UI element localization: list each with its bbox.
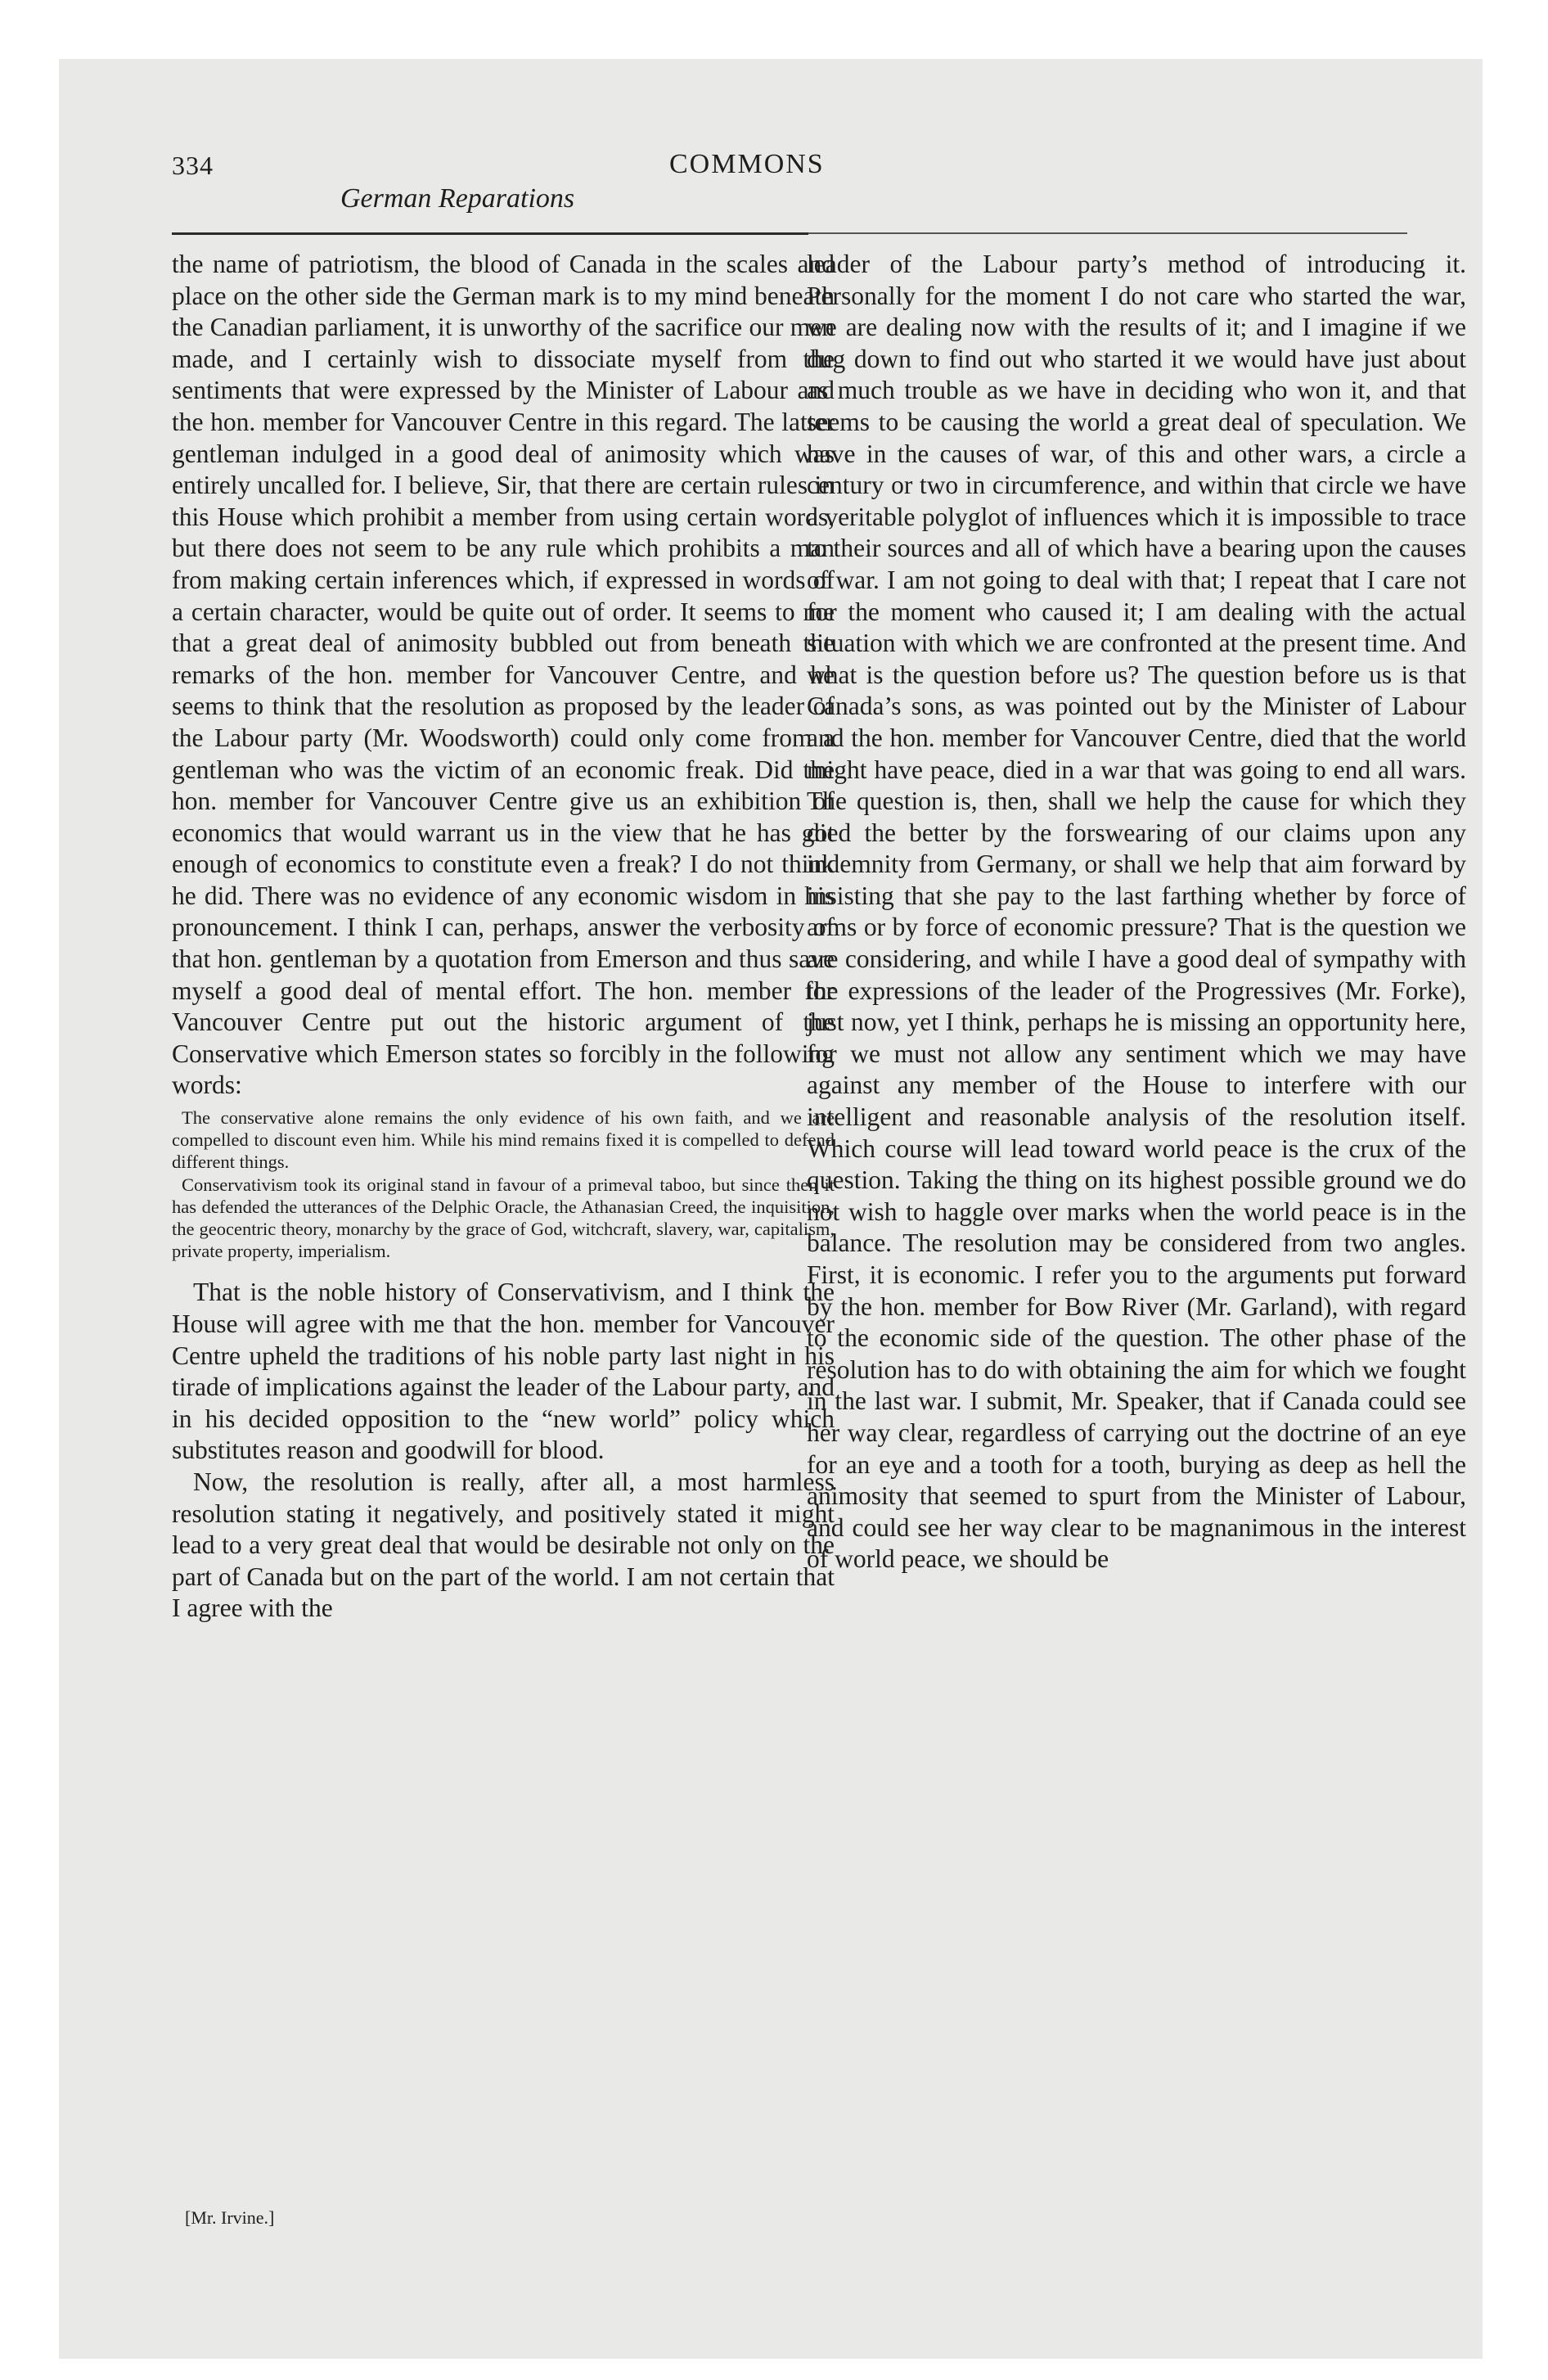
- page-header: [59, 59, 1483, 239]
- left-column: [172, 249, 835, 1625]
- right-paragraph-1: leader of the Labour party’s method of introducing it. Personally for the moment I do not care who started the war, we are dealing now with the results of it; and I imagine if we dug down to find out who started it we would have just about as much trouble as we have in deciding who won it, and that seems to be causing the world a great deal of speculation. We have in the causes of war, of this and other wars, a circle a century or two in circumference, and within that circle we have a veritable polyglot of influences which it is impossible to trace to their sources and all of which have a bearing upon the causes of war. I am not going to deal with that; I repeat that I care not for the moment who caused it; I am dealing with the actual situation with which we are confronted at the present time. And what is the question before us? The question before us is that Canada’s sons, as was pointed out by the Minister of Labour and the hon. member for Vancouver Centre, died that the world might have peace, died in a war that was going to end all wars. The question is, then, shall we help the cause for which they died the better by the forswearing of our claims upon any indemnity from Germany, or shall we help that aim forward by insisting that she pay to the last farthing whether by force of arms or by force of economic pressure? That is the question we are considering, and while I have a good deal of sympathy with the expressions of the leader of the Progressives (Mr. Forke), just now, yet I think, perhaps he is missing an opportunity here, for we must not allow any sentiment which we may have against any member of the House to interfere with our intelligent and reasonable analysis of the resolution itself. Which course will lead toward world peace is the crux of the question. Taking the thing on its highest possible ground we do not wish to haggle over marks when the world peace is in the balance. The resolution may be considered from two angles. First, it is economic. I refer you to the arguments put forward by the hon. member for Bow River (Mr. Garland), with regard to the economic side of the question. The other phase of the resolution has to do with obtaining the aim for which we fought in the last war. I submit, Mr. Speaker, that if Canada could see her way clear, regardless of carrying out the doctrine of an eye for an eye and a tooth for a tooth, burying as deep as hell the animosity that seemed to spurt from the Minister of Labour, and could see her way clear to be magnanimous in the interest of world peace, we should be: [807, 250, 1466, 1574]
- left-paragraph-1: the name of patriotism, the blood of Canada in the scales and place on the other side the German mark is to my mind beneath the Canadian parliament, it is unworthy of the sacrifice our men made, and I certainly wish to dissociate myself from the sentiments that were expressed by the Minister of Labour and the hon. member for Vancouver Centre in this regard. The latter gentleman indulged in a good deal of animosity which was entirely uncalled for. I believe, Sir, that there are certain rules in this House which prohibit a member from using certain words, but there does not seem to be any rule which prohibits a man from making certain inferences which, if expressed in words of a certain character, would be quite out of order. It seems to me that a great deal of animosity bubbled out from beneath the remarks of the hon. member for Vancouver Centre, and he seems to think that the resolution as proposed by the leader of the Labour party (Mr. Woodsworth) could only come from a gentleman who was the victim of an economic freak. Did the hon. member for Vancouver Centre give us an exhibition of economics that would warrant us in the view that he has got enough of economics to constitute even a freak? I do not think he did. There was no evidence of any economic wisdom in his pronouncement. I think I can, perhaps, answer the verbosity of that hon. gentleman by a quotation from Emerson and thus save myself a good deal of mental effort. The hon. member for Vancouver Centre put out the historic argument of the Conservative which Emerson states so forcibly in the following words:: [172, 250, 835, 1100]
- left-paragraph-3: Now, the resolution is really, after all, a most harmless resolution stating it negatively, and positively stated it might lead to a very great deal that would be desirable not only on the part of Canada but on the part of the world. I am not certain that I agree with the: [172, 1467, 835, 1623]
- header-rule-left: [172, 232, 808, 235]
- running-title: COMMONS: [669, 149, 825, 179]
- left-paragraph-2: That is the noble history of Conservativism, and I think the House will agree with me that the hon. member for Vancouver Centre upheld the traditions of his noble party last night in his tirade of implications against the leader of the Labour party, and in his decided opposition to the “new world” policy which substitutes reason and goodwill for blood.: [172, 1278, 835, 1465]
- section-title: German Reparations: [340, 183, 575, 214]
- emerson-quotation: [172, 1107, 835, 1262]
- document-page: [59, 59, 1483, 2359]
- right-column: [807, 249, 1466, 1575]
- header-rule-right: [808, 232, 1407, 234]
- speaker-footnote: [Mr. Irvine.]: [185, 2207, 275, 2228]
- quote-paragraph-1: The conservative alone remains the only evidence of his own faith, and we are compelled to discount even him. While his mind remains fixed it is compelled to defend different things.: [172, 1107, 835, 1173]
- page-number: 334: [172, 151, 214, 180]
- quote-paragraph-2: Conservativism took its original stand in favour of a primeval taboo, but since then it has defended the utterances of the Delphic Oracle, the Athanasian Creed, the inquisition, the geocentric theory, monarchy by the grace of God, witchcraft, slavery, war, capitalism, private property, imperialism.: [172, 1174, 835, 1262]
